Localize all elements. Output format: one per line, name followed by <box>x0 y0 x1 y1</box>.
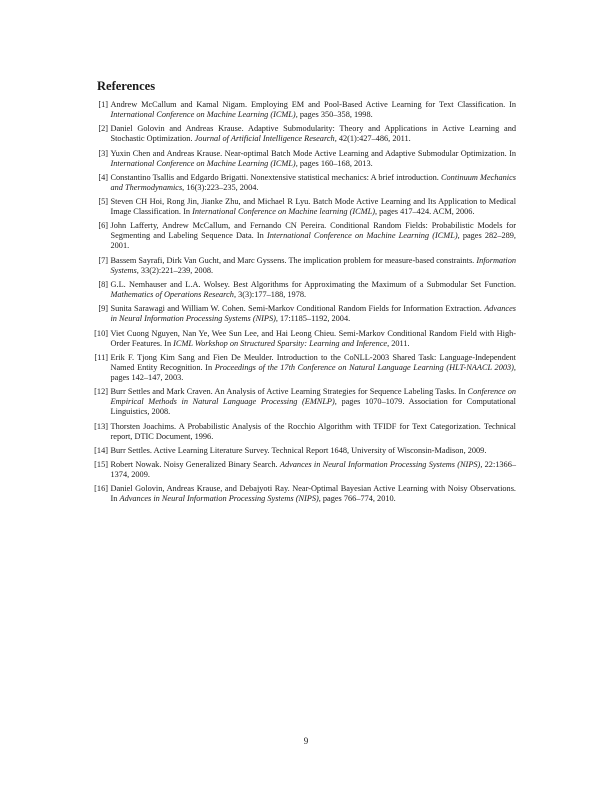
reference-text: Sunita Sarawagi and William W. Cohen. Semi-Markov Conditional Random Fields for Information Extraction. Advances in Neural Information Processing Systems (NIPS), 17:1185–1192, 2004. <box>110 304 516 324</box>
reference-text: Robert Nowak. Noisy Generalized Binary Search. Advances in Neural Information Processing Systems (NIPS), 22:1366–1374, 2009. <box>110 460 517 480</box>
reference-text: Daniel Golovin, Andreas Krause, and Debajyoti Ray. Near-Optimal Bayesian Active Learning with Noisy Observations. In Advances in Neural Information Processing Systems (NIPS), pages 766–774, 2010. <box>110 484 516 504</box>
reference-text: Thorsten Joachims. A Probabilistic Analysis of the Rocchio Algorithm with TFIDF for Text Categorization. Technical report, DTIC Document, 1996. <box>110 421 516 441</box>
reference-item <box>94 387 516 417</box>
reference-item <box>97 256 516 276</box>
reference-label: [3] <box>98 148 108 158</box>
reference-text: Burr Settles and Mark Craven. An Analysis of Active Learning Strategies for Sequence Labeling Tasks. In Conference on Empirical Methods in Natural Language Processing (EMNLP), pages 1070–1079. Association for Computational Linguistics, 2008. <box>110 387 516 417</box>
reference-text: Bassem Sayrafi, Dirk Van Gucht, and Marc Gyssens. The implication problem for measure-based constraints. Information Systems, 33(2):221–239, 2008. <box>110 255 516 275</box>
reference-label: [4] <box>98 172 108 182</box>
reference-item <box>97 197 516 217</box>
reference-item <box>97 100 516 120</box>
reference-text: Andrew McCallum and Kamal Nigam. Employing EM and Pool-Based Active Learning for Text Classification. In International Conference on Machine Learning (ICML), pages 350–358, 1998. <box>110 100 516 119</box>
reference-label: [7] <box>98 255 108 265</box>
reference-item <box>97 304 516 324</box>
reference-item <box>97 173 516 193</box>
reference-item <box>94 421 516 442</box>
reference-item <box>94 328 516 349</box>
reference-text: Erik F. Tjong Kim Sang and Fien De Meulder. Introduction to the CoNLL-2003 Shared Task: Language-Independent Named Entity Recognition. In Proceedings of the 17th Conference on Natural Language Learning (HLT-NAACL 2003), pages 142–147, 2003. <box>110 352 516 382</box>
reference-item <box>94 445 516 456</box>
reference-text: Daniel Golovin and Andreas Krause. Adaptive Submodularity: Theory and Applications in Active Learning and Stochastic Optimization. Journal of Artificial Intelligence Research, 42(1):427–486, 2011. <box>110 124 516 144</box>
reference-item <box>97 124 516 144</box>
reference-text: Constantino Tsallis and Edgardo Brigatti. Nonextensive statistical mechanics: A brief introduction. Continuum Mechanics and Thermodynamics, 16(3):223–235, 2004. <box>110 172 516 192</box>
references-section <box>94 79 517 509</box>
reference-text: G.L. Nemhauser and L.A. Wolsey. Best Algorithms for Approximating the Maximum of a Submodular Set Function. Mathematics of Operations Research, 3(3):177–188, 1978. <box>110 280 516 300</box>
reference-label: [14] <box>94 445 108 455</box>
reference-text: Burr Settles. Active Learning Literature Survey. Technical Report 1648, University of Wisconsin-Madison, 2009. <box>110 445 487 455</box>
reference-label: [13] <box>94 421 108 431</box>
reference-label: [11] <box>94 352 108 362</box>
reference-item <box>97 149 516 169</box>
reference-label: [6] <box>98 221 108 231</box>
page-number: 9 <box>303 736 309 746</box>
reference-text: Steven CH Hoi, Rong Jin, Jianke Zhu, and Michael R Lyu. Batch Mode Active Learning and Its Application to Medical Image Classification. In International Conference on Machine learning (ICML), pages 417–424. ACM, 2006. <box>110 197 516 217</box>
reference-text: John Lafferty, Andrew McCallum, and Fernando CN Pereira. Conditional Random Fields: Probabilistic Models for Segmenting and Labeling Sequence Data. In International Conference on Machine Learning (ICML), pages 282–289, 2001. <box>110 221 516 251</box>
reference-label: [9] <box>98 304 108 314</box>
reference-label: [2] <box>98 124 108 134</box>
references-list <box>94 100 517 504</box>
reference-item <box>94 352 516 383</box>
reference-item <box>94 460 517 480</box>
reference-text: Yuxin Chen and Andreas Krause. Near-optimal Batch Mode Active Learning and Adaptive Submodular Optimization. In International Conference on Machine Learning (ICML), pages 160–168, 2013. <box>110 148 516 168</box>
reference-label: [10] <box>94 328 108 338</box>
reference-item <box>97 280 516 300</box>
reference-label: [16] <box>94 484 108 494</box>
reference-label: [8] <box>98 280 108 290</box>
reference-item <box>94 484 516 504</box>
reference-label: [12] <box>94 387 108 397</box>
reference-label: [1] <box>98 100 108 109</box>
reference-item <box>97 221 516 251</box>
reference-label: [5] <box>98 197 108 207</box>
reference-text: Viet Cuong Nguyen, Nan Ye, Wee Sun Lee, and Hai Leong Chieu. Semi-Markov Conditional Random Field with High-Order Features. In ICML Workshop on Structured Sparsity: Learning and Inference, 2011. <box>110 328 516 348</box>
reference-label: [15] <box>94 460 108 470</box>
references-heading: References <box>97 79 156 93</box>
